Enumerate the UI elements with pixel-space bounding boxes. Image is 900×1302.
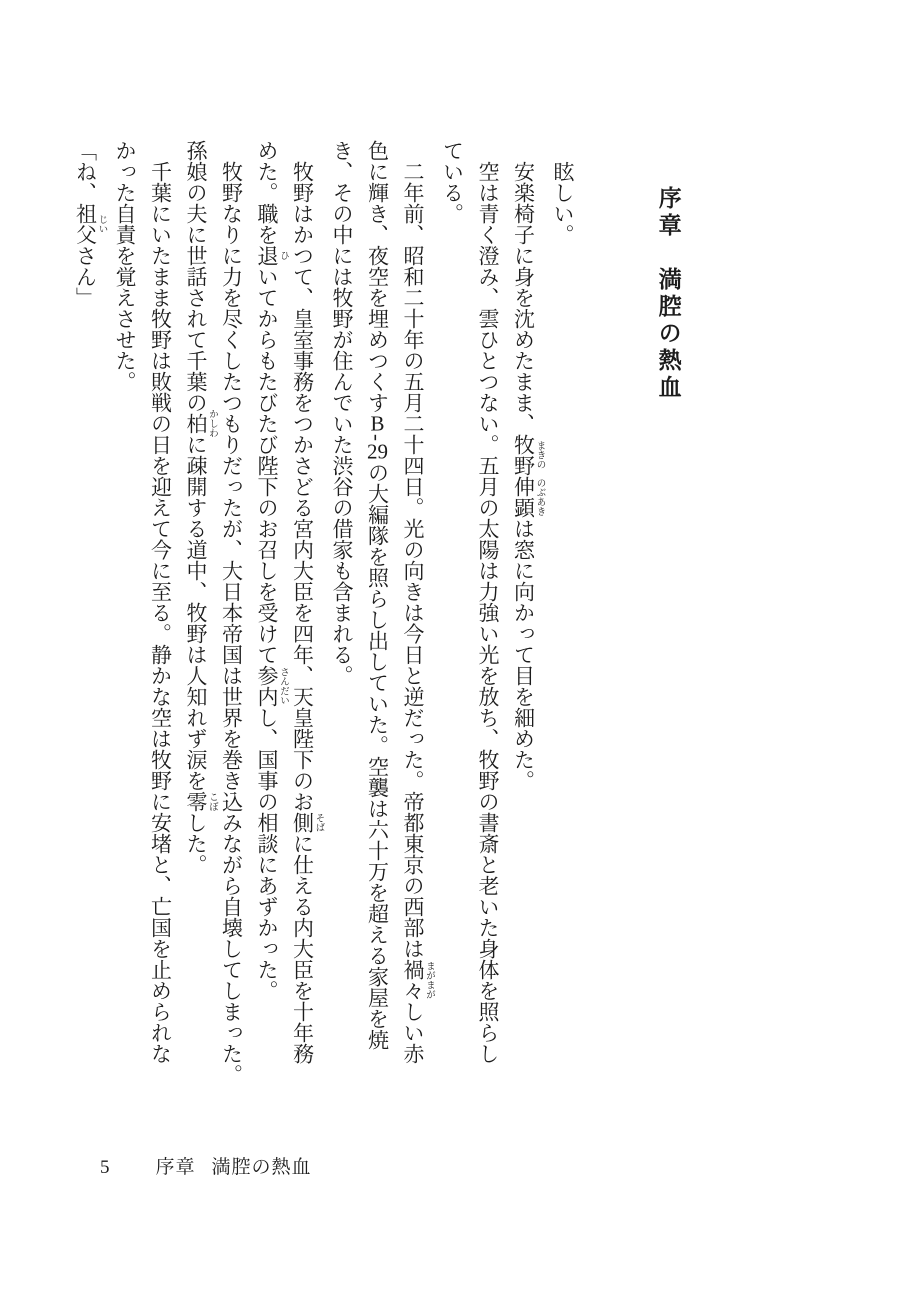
ruby-annotated-word: 側 そば	[290, 812, 324, 833]
ruby-annotated-word: 禍々 まがまが	[401, 959, 434, 1001]
ruby-annotated-word: 退 ひ	[255, 245, 288, 266]
ruby-annotated-word: 伸顕 のぶあき	[511, 476, 545, 518]
body-text	[67, 140, 580, 1085]
paragraph: 千葉にいたまま牧野は敗戦の日を迎えて今に至る。静かな空は牧野に安堵と、亡国を止められな かった自責を覚えさせた。	[113, 140, 173, 1064]
tate-chu-yoko-number: 29	[367, 441, 388, 462]
paragraph: 空は青く澄み、雲ひとつない。五月の太陽は力強い光を放ち、牧野の書斎と老いた身体を照らし ている。	[440, 140, 500, 1064]
ruby-annotated-word: 零 こぼ	[184, 791, 217, 812]
ruby-annotated-word: 柏 かしわ	[184, 409, 217, 438]
paragraph: 二年前、昭和二十年の五月二十四日。光の向きは今日と逆だった。帝都東京の西部は禍々 まがまがしい赤 色に輝き、夜空を埋めつくすB‐29の大編隊を照らし出していた。空襲は六十万を超える家屋を焼 き、その中には牧野が住んでいた渋谷の借家も含まれる。	[330, 140, 434, 1064]
running-title-text: 満腔の熱血	[211, 1157, 312, 1178]
running-title-chapter: 序章	[155, 1157, 196, 1178]
ruby-annotated-word: 祖父 じい	[73, 203, 107, 245]
paragraph: 牧野はかつて、皇室事務をつかさどる宮内大臣を四年、天皇陛下のお側 そばに仕える内大臣を十年務 めた。職を退 ひいてからもたびたび陛下のお召しを受けて参内 さんだいし、国事の相談にあずかった。	[255, 140, 324, 1064]
ruby-annotated-word: 参内 さんだい	[255, 665, 288, 707]
paragraph: 牧野なりに力を尽くしたつもりだったが、大日本帝国は世界を巻き込みながら自壊してしまった。 孫娘の夫に世話されて千葉の柏 かしわに疎開する道中、牧野は人知れず涙を零 こぼした。	[184, 140, 244, 1085]
page-footer	[100, 1152, 312, 1179]
chapter-title: 序章 満腔の熱血	[655, 186, 681, 402]
upright-latin-letter: B	[370, 413, 385, 434]
paragraph: 眩しい。	[551, 161, 575, 245]
paragraph: 「ね、祖父 じいさん」	[73, 140, 107, 308]
page-number: 5	[100, 1157, 111, 1178]
ruby-annotated-word: 牧野 まきの	[511, 434, 545, 476]
paragraph: 安楽椅子に身を沈めたまま、牧野 まきの伸顕 のぶあきは窓に向かって目を細めた。	[511, 161, 545, 791]
